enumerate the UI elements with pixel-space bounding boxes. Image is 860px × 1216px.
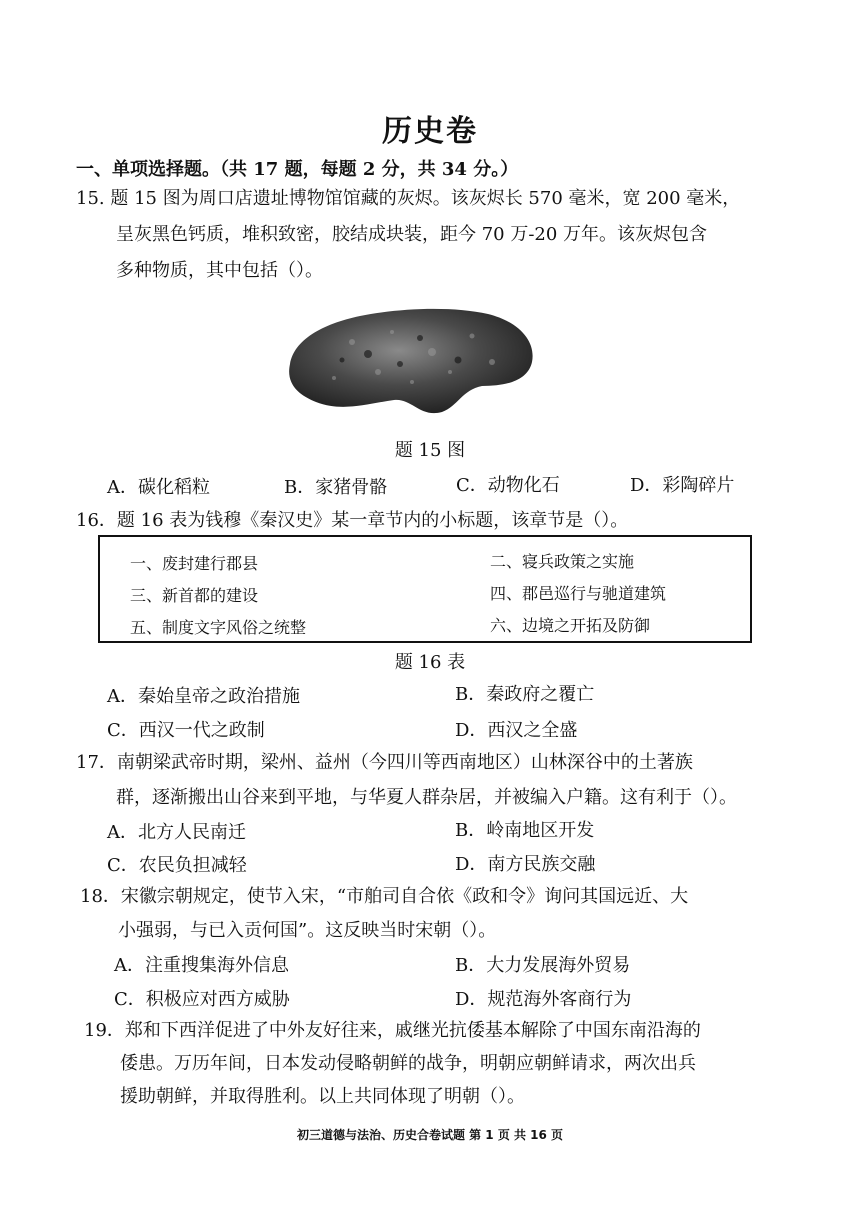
q15-line-1: 15. 题 15 图为周口店遗址博物馆馆藏的灰烬。该灰烬长 570 毫米，宽 200 毫米， xyxy=(76,188,741,209)
table-16-item-5: 五、制度文字风俗之统整 xyxy=(130,618,307,637)
q15-option-c: C．动物化石 xyxy=(456,475,560,496)
q16-option-c: C．西汉一代之政制 xyxy=(107,720,265,741)
q19-line-3: 援助朝鲜，并取得胜利。以上共同体现了明朝（）。 xyxy=(120,1086,525,1107)
table-16-item-3: 三、新首都的建设 xyxy=(130,586,259,605)
q17-option-d: D．南方民族交融 xyxy=(455,854,596,875)
table-16-caption: 题 16 表 xyxy=(394,652,466,673)
table-16-item-6: 六、边境之开拓及防御 xyxy=(490,616,651,635)
q18-option-c: C．积极应对西方威胁 xyxy=(114,989,290,1010)
table-16 xyxy=(98,535,752,643)
q19-line-1: 19．郑和下西洋促进了中外友好往来，戚继光抗倭基本解除了中国东南沿海的 xyxy=(84,1020,701,1041)
q17-option-c: C．农民负担减轻 xyxy=(107,855,247,876)
q15-option-a: A．碳化稻粒 xyxy=(107,477,210,498)
q18-line-2: 小强弱，与已入贡何国”。这反映当时宋朝（）。 xyxy=(118,920,497,941)
q15-option-b: B．家猪骨骼 xyxy=(284,477,388,498)
table-16-item-1: 一、废封建行郡县 xyxy=(130,554,259,573)
q15-line-2: 呈灰黑色钙质，堆积致密，胶结成块装，距今 70 万-20 万年。该灰烬包含 xyxy=(116,224,708,245)
q16-line-1: 16．题 16 表为钱穆《秦汉史》某一章节内的小标题，该章节是（）。 xyxy=(76,510,629,531)
q18-option-a: A．注重搜集海外信息 xyxy=(114,955,289,976)
table-16-item-4: 四、郡邑巡行与驰道建筑 xyxy=(490,584,667,603)
figure-15-caption: 题 15 图 xyxy=(394,440,466,461)
q15-line-3: 多种物质，其中包括（）。 xyxy=(116,260,323,281)
q16-option-b: B．秦政府之覆亡 xyxy=(455,684,595,705)
page-title: 历史卷 xyxy=(382,114,478,149)
table-16-item-2: 二、寝兵政策之实施 xyxy=(490,552,635,571)
q19-line-2: 倭患。万历年间，日本发动侵略朝鲜的战争，明朝应朝鲜请求，两次出兵 xyxy=(120,1053,696,1074)
q18-option-b: B．大力发展海外贸易 xyxy=(455,955,631,976)
page-footer: 初三道德与法治、历史合卷试题 第 1 页 共 16 页 xyxy=(296,1128,564,1142)
q18-option-d: D．规范海外客商行为 xyxy=(455,989,632,1010)
q15-option-d: D．彩陶碎片 xyxy=(630,475,735,496)
q17-line-2: 群，逐渐搬出山谷来到平地，与华夏人群杂居，并被编入户籍。这有利于（）。 xyxy=(116,787,737,808)
q17-option-b: B．岭南地区开发 xyxy=(455,820,595,841)
q16-option-a: A．秦始皇帝之政治措施 xyxy=(107,686,300,707)
ash-specimen-image xyxy=(282,302,542,420)
section-heading: 一、单项选择题。（共 17 题，每题 2 分，共 34 分。） xyxy=(76,159,519,180)
q17-line-1: 17．南朝梁武帝时期，梁州、益州（今四川等西南地区）山林深谷中的土著族 xyxy=(76,752,693,773)
q16-option-d: D．西汉之全盛 xyxy=(455,720,578,741)
q18-line-1: 18．宋徽宗朝规定，使节入宋，“市舶司自合依《政和令》询问其国远近、大 xyxy=(80,886,689,907)
q17-option-a: A．北方人民南迁 xyxy=(107,822,246,843)
